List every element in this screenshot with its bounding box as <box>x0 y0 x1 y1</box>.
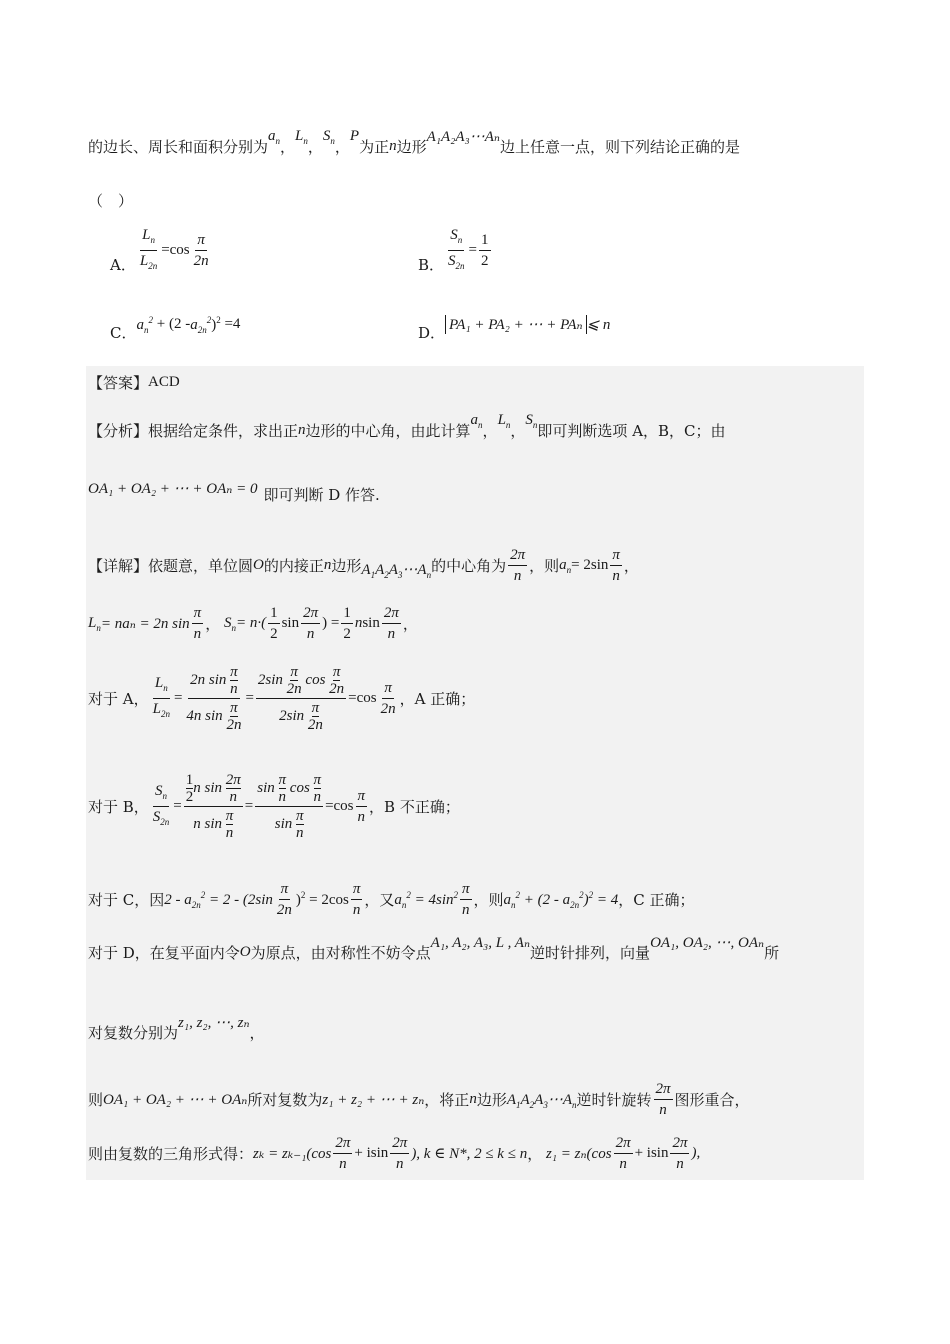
d-text-4: 所 <box>764 944 780 962</box>
answer-line <box>88 372 180 393</box>
detail-line-d4: 则由复数的三角形式得： zₖ = zₖ₋₁(cos $\frac{2\pi}{n}$ + isin $\frac{2\pi}{n}$ ), k ∈ N*, 2 ≤ k ≤ n ， z₁ = zₙ(cos $\frac{2\pi}{n}$ + isin $\frac{2\pi}{n}$ ), <box>88 1135 701 1172</box>
d-text-2: 为原点，由对称性不妨令点 <box>250 944 431 962</box>
detail-text-5: ，则 <box>529 557 560 575</box>
c-then: ，则 <box>473 891 504 909</box>
d-text-11: 图形重合， <box>674 1091 750 1109</box>
question-line-1: 的边长、周长和面积分别为 $a_n$ ， $L_n$ ， $S_n$ ， P 为正 n 边形 A₁A₂A₃⋯Aₙ 边上任意一点，则下列结论正确的是 <box>88 127 740 156</box>
detail-line-d2 <box>88 1015 265 1043</box>
d-points: A₁, A₂, A₃, L , Aₙ <box>430 935 531 951</box>
question-prefix: 的边长、周长和面积分别为 <box>88 138 269 156</box>
d-z-list: z₁, z₂, ⋯, zₙ <box>178 1015 250 1031</box>
option-b-eq: = <box>468 242 477 258</box>
c-mid: ，又 <box>364 891 395 909</box>
Ln-formula: = naₙ = 2n sin <box>100 616 190 632</box>
d-text-10: 逆时针旋转 <box>576 1091 652 1109</box>
question-polygon-word: 边形 <box>396 138 427 156</box>
analysis-line-2 <box>88 481 380 505</box>
option-a-eq: =cos <box>161 242 190 258</box>
analysis-text-2: 边形的中心角，由此计算 <box>305 422 471 440</box>
option-c-formula-head: $a_n^2$ <box>136 314 153 335</box>
option-a-pi-frac: $\frac{\pi}{2n}$ <box>193 232 209 269</box>
question-suffix: 边上任意一点，则下列结论正确的是 <box>499 138 740 156</box>
question-paren: （ ） <box>88 192 134 210</box>
for-c-label: 对于 C，因 <box>88 891 165 909</box>
d-vectors: OA₁, OA₂, ⋯, OAₙ <box>650 935 765 951</box>
d-text-5: 对复数分别为 <box>88 1024 179 1042</box>
d-z1-tail: ), <box>691 1145 701 1161</box>
d-text-8: 所对复数为 <box>247 1091 323 1109</box>
option-b-half: $\frac{1}{2}$ <box>481 232 489 269</box>
b-result: ，B 不正确； <box>369 798 460 816</box>
analysis-text-3: 即可判断选项 A，B，C；由 <box>537 422 726 440</box>
answer-tag: 【答案】 <box>88 374 149 392</box>
analysis-text-4: 即可判断 D 作答. <box>263 486 380 504</box>
var-L-n: $L_n$ <box>295 127 308 146</box>
detail-text-3: 边形 <box>331 557 362 575</box>
analysis-line-1: 【分析】 根据给定条件，求出正 n 边形的中心角，由此计算 $a_n$ ， $L_n$ ， $S_n$ 即可判断选项 A，B，C；由 <box>88 411 726 440</box>
detail-line-c: 对于 C，因 $2 - a_{2n}^2 = 2 - (2\sin$ $\frac{\pi}{2n}$ )$^2$ = 2cos $\frac{\pi}{n}$ ，又 $a_n^2 = 4\sin^2$ $\frac{\pi}{n}$ ，则 $a_n^2 + (2 - a_{2n}^2)^2 = 4$ ，C 正确； <box>88 881 695 918</box>
c-result: ，C 正确； <box>618 891 695 909</box>
option-a <box>110 226 213 275</box>
d-vector-sum: OA₁ + OA₂ + ⋯ + OAₙ <box>103 1092 248 1108</box>
option-b <box>418 226 493 275</box>
var-S-n: $S_n$ <box>322 127 335 146</box>
option-d-le: ⩽ n <box>586 317 611 333</box>
d-z1: z₁ = zₙ(cos <box>545 1146 612 1162</box>
d-text-12: 则由复数的三角形式得： <box>88 1145 254 1163</box>
d-text-9: ，将正 <box>424 1091 470 1109</box>
option-b-fraction: $\frac{S_n}{S_{2n}}$ <box>448 227 465 271</box>
detail-text-4: 的中心角为 <box>431 557 507 575</box>
var-a-n: $a_n$ <box>268 127 281 146</box>
Sn-formula: = n·( <box>235 615 267 631</box>
detail-line-2: $L_n$ = naₙ = 2n sin $\frac{\pi}{n}$ ， $S_n$ = n·( $\frac{1}{2}$ sin $\frac{2\pi}{n}$ ) = $\frac{1}{2}$ n sin $\frac{2\pi}{n}$ ， <box>88 605 418 642</box>
var-P: P <box>349 128 360 144</box>
option-d-formula: PA₁ + PA₂ + ⋯ + PAₙ <box>449 317 583 333</box>
for-a-label: 对于 A， <box>88 690 149 708</box>
detail-text-1: 依题意，单位圆 <box>148 557 254 575</box>
central-angle: $\frac{2\pi}{n}$ <box>510 547 526 584</box>
option-a-fraction: $\frac{L_n}{L_{2n}}$ <box>139 227 158 271</box>
option-c-eq: =4 <box>224 316 241 332</box>
detail-line-d1: 对于 D，在复平面内令 O 为原点，由对称性不妨令点 A₁, A₂, A₃, L , Aₙ 逆时针排列，向量 OA₁, OA₂, ⋯, OAₙ 所 <box>88 935 780 962</box>
analysis-text-1: 根据给定条件，求出正 <box>148 422 299 440</box>
a-result: ，A 正确； <box>399 690 476 708</box>
detail-tag: 【详解】 <box>88 557 149 575</box>
detail-line-b: 对于 B， $\frac{S_n}{S_{2n}}$ = $\frac{1}{2}$ n sin $\frac{2\pi}{n}$ n sin $\frac{\pi}{n}$ = sin $\frac{\pi}{n}$ cos $\frac{\pi}{n}$ sin $\frac{\pi}{n}$ =cos $\frac{\pi}{n}$ ，B 不正确； <box>88 772 460 841</box>
polygon-name: A₁A₂A₃⋯Aₙ <box>426 129 500 145</box>
option-c: C． $a_n^2$ + (2 - $a_{2n}^2$ )$^2$ =4 <box>110 314 241 342</box>
d-z-sum: z₁ + z₂ + ⋯ + zₙ <box>322 1092 425 1108</box>
question-mid: 为正 <box>359 138 390 156</box>
d-text-6: ， <box>249 1024 265 1042</box>
d-zk: zₖ = zₖ₋₁(cos <box>253 1146 332 1162</box>
an-formula: = 2sin <box>571 557 609 573</box>
var-n: n <box>389 138 397 154</box>
option-a-label: A． <box>110 256 136 274</box>
d-text-3: 逆时针排列，向量 <box>530 944 651 962</box>
detail-text-2: 的内接正 <box>263 557 324 575</box>
point-O: O <box>253 557 264 573</box>
option-b-label: B． <box>418 256 445 274</box>
detail-line-1: 【详解】 依题意，单位圆 O 的内接正 n 边形 $A_1A_2A_3\cdots A_n$ 的中心角为 $\frac{2\pi}{n}$ ，则 $a_n$ = 2sin $\frac{\pi}{n}$ ， <box>88 547 639 584</box>
detail-line-a: 对于 A， $\frac{L_n}{L_{2n}}$ = 2n sin $\frac{\pi}{n}$ 4n sin $\frac{\pi}{2n}$ = 2sin $\frac{\pi}{2n}$ cos $\frac{\pi}{2n}$ 2sin $\frac{\pi}{2n}$ =cos $\frac{\pi}{2n}$ ，A 正确； <box>88 664 476 733</box>
detail-line-d3: 则 OA₁ + OA₂ + ⋯ + OAₙ 所对复数为 z₁ + z₂ + ⋯ + zₙ ，将正 n 边形 $A_1A_2A_3\cdots A_n$ 逆时针旋转 $\frac{2\pi}{n}$ 图形重合， <box>88 1081 750 1118</box>
analysis-formula: OA₁ + OA₂ + ⋯ + OAₙ = 0 <box>88 481 258 497</box>
for-d-label: 对于 D，在复平面内令 <box>88 944 240 962</box>
for-b-label: 对于 B， <box>88 798 149 816</box>
answer-value: ACD <box>148 374 180 390</box>
option-c-label: C． <box>110 324 137 342</box>
d-zk-tail: ), k ∈ N*, 2 ≤ k ≤ n <box>411 1146 528 1162</box>
analysis-tag: 【分析】 <box>88 422 149 440</box>
d-text-7: 则 <box>88 1091 104 1109</box>
option-d <box>418 314 611 342</box>
option-d-label: D． <box>418 324 446 342</box>
